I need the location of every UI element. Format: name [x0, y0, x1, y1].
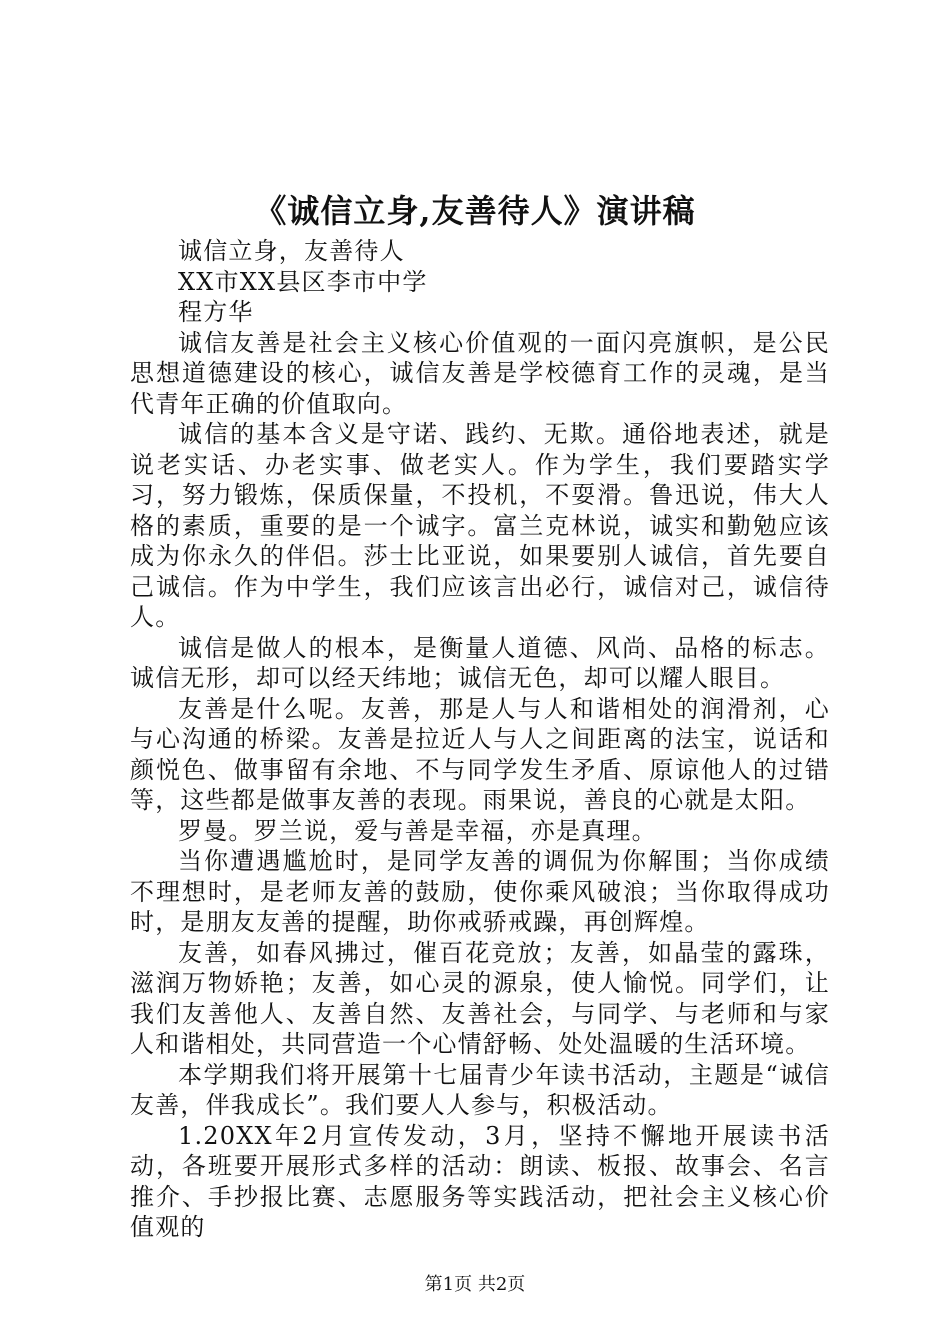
- paragraph: 1.20XX年2月宣传发动，3月，坚持不懈地开展读书活动，各班要开展形式多样的活动：朗读、板报、故事会、名言推介、手抄报比赛、志愿服务等实践活动，把社会主义核心价值观的: [130, 1121, 830, 1241]
- paragraph: 本学期我们将开展第十七届青少年读书活动，主题是“诚信友善，伴我成长”。我们要人人参与，积极活动。: [130, 1060, 830, 1119]
- document-body: [130, 236, 830, 1243]
- paragraph: 诚信友善是社会主义核心价值观的一面闪亮旗帜，是公民思想道德建设的核心，诚信友善是学校德育工作的灵魂，是当代青年正确的价值取向。: [130, 328, 830, 418]
- paragraph: 友善是什么呢。友善，那是人与人和谐相处的润滑剂，心与心沟通的桥梁。友善是拉近人与人之间距离的法宝，说话和颜悦色、做事留有余地、不与同学发生矛盾、原谅他人的过错等，这些都是做事友善的表现。雨果说，善良的心就是太阳。: [130, 694, 830, 814]
- paragraph: 诚信立身，友善待人: [178, 237, 405, 265]
- paragraph: 友善，如春风拂过，催百花竞放；友善，如晶莹的露珠，滋润万物娇艳；友善，如心灵的源泉，使人愉悦。同学们，让我们友善他人、友善自然、友善社会，与同学、与老师和与家人和谐相处，共同营造一个心情舒畅、处处温暖的生活环境。: [130, 938, 830, 1058]
- paragraph: 诚信的基本含义是守诺、践约、无欺。通俗地表述，就是说老实话、办老实事、做老实人。作为学生，我们要踏实学习，努力锻炼，保质保量，不投机，不耍滑。鲁迅说，伟大人格的素质，重要的是一个诚字。富兰克林说，诚实和勤勉应该成为你永久的伴侣。莎士比亚说，如果要别人诚信，首先要自己诚信。作为中学生，我们应该言出必行，诚信对己，诚信待人。: [130, 420, 830, 631]
- document-title: 《诚信立身,友善待人》演讲稿: [254, 192, 696, 230]
- paragraph: 程方华: [178, 298, 254, 326]
- paragraph: 罗曼。罗兰说，爱与善是幸福，亦是真理。: [178, 816, 657, 845]
- paragraph: XX市XX县区李市中学: [178, 267, 428, 296]
- paragraph: 当你遭遇尴尬时，是同学友善的调侃为你解围；当你成绩不理想时，是老师友善的鼓励，使你乘风破浪；当你取得成功时，是朋友友善的提醒，助你戒骄戒躁，再创辉煌。: [130, 847, 830, 936]
- page-footer: 第1页 共2页: [424, 1274, 526, 1295]
- paragraph: 诚信是做人的根本，是衡量人道德、风尚、品格的标志。诚信无形，却可以经天纬地；诚信无色，却可以耀人眼目。: [130, 633, 830, 692]
